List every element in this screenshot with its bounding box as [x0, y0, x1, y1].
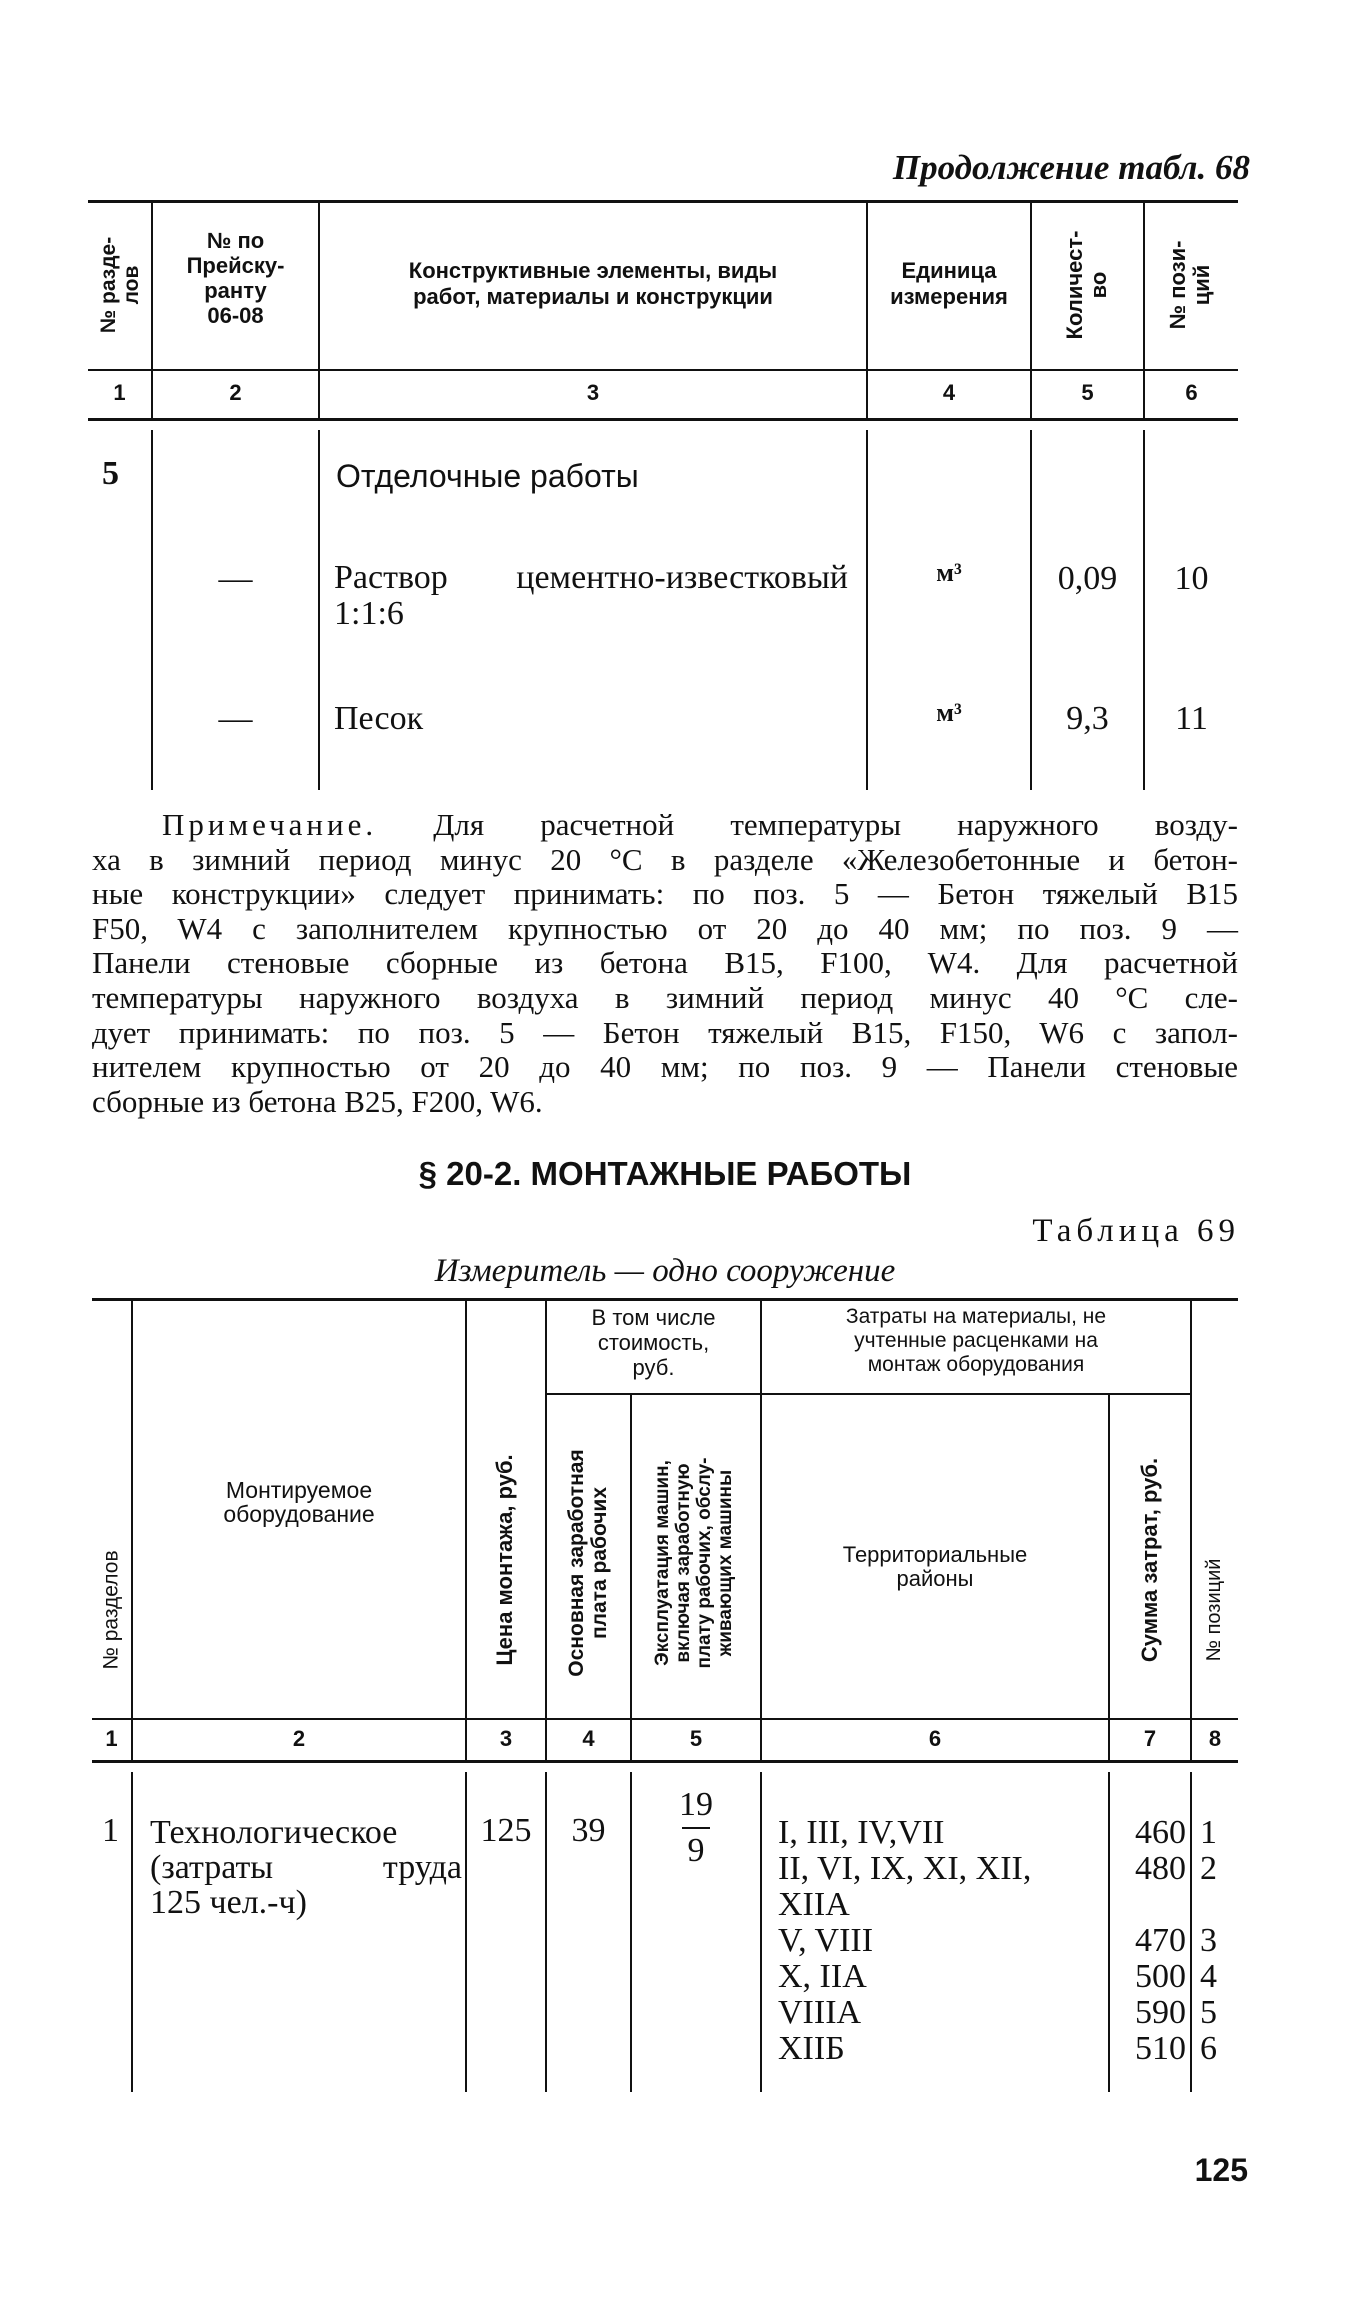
table69-group-rule	[545, 1393, 1190, 1395]
table69-vline	[465, 1298, 467, 1762]
continuation-caption: Продолжение табл. 68	[892, 148, 1250, 187]
table69-caption: Таблица 69	[1032, 1213, 1240, 1249]
table68-row-price-ref: —	[218, 700, 253, 737]
table68-header-position: № пози- ций	[1164, 240, 1214, 330]
table68-row-name: Отделочные работы	[336, 458, 639, 494]
table69-header-rule	[92, 1718, 1238, 1720]
table69-header-section: № разделов	[99, 1550, 123, 1670]
table68-header-unit: Единица измерения	[890, 258, 1008, 309]
fraction-bar	[682, 1827, 710, 1829]
table69-vline	[131, 1298, 133, 1762]
table69-vline	[1190, 1772, 1192, 2092]
table68-row-quantity: 0,09	[1057, 560, 1118, 597]
table68-colnum: 1	[113, 380, 126, 405]
table69-header-machines: Эксплуатация машин, включая заработную плату рабочих, обслу- живающих машины	[652, 1457, 736, 1669]
table68-header-elements: Конструктивные элементы, виды работ, материалы и конструкции	[408, 258, 778, 309]
table68-top-rule	[88, 200, 1238, 203]
note-label: Примечание.	[162, 807, 378, 842]
table69-row-price: 125	[480, 1812, 532, 1849]
table69-numbers-rule	[92, 1760, 1238, 1763]
table68-header-rule	[88, 369, 1238, 371]
note-line: ха в зимний период минус 20 °С в разделе «Железобетонные и бетон-	[92, 841, 1238, 877]
table69-header-price: Цена монтажа, руб.	[491, 1454, 517, 1666]
note-line: Панели стеновые сборные из бетона В15, F100, W4. Для расчетной	[92, 945, 1238, 981]
table69-position: 3	[1200, 1922, 1217, 1959]
note-line: F50, W4 с заполнителем крупностью от 20 до 40 мм; по поз. 9 —	[92, 910, 1238, 946]
machines-numerator: 19	[679, 1786, 713, 1823]
table69-row-section: 1	[102, 1812, 119, 1849]
table68-row-price-ref: —	[218, 560, 253, 597]
table69-row-equipment	[150, 1815, 462, 1920]
table69-sum: 590	[1135, 1994, 1186, 2031]
table68-row-name-text: Раствор цементно-известковый 1:1:6	[334, 559, 848, 632]
table68-numbers-rule	[88, 418, 1238, 421]
table69-row-wages: 39	[571, 1812, 606, 1849]
note-line	[92, 808, 1238, 843]
table68-colnum: 6	[1185, 380, 1198, 405]
table68-row-name	[334, 560, 848, 632]
table68-row-position: 11	[1175, 700, 1208, 737]
table69-position: 1	[1200, 1814, 1217, 1851]
table69-measure: Измеритель — одно сооружение	[434, 1253, 896, 1289]
table69-regions	[778, 1815, 1106, 2067]
region-item: II, VI, IX, XI, XII, XIIA	[778, 1850, 1032, 1923]
table69-row-machines	[632, 1786, 760, 1868]
table69-colnum: 5	[689, 1726, 703, 1751]
table69-position: 2	[1200, 1850, 1217, 1887]
table69-colnum: 2	[292, 1726, 306, 1751]
table69-sum: 500	[1135, 1958, 1186, 1995]
table68-header-section: № разде- лов	[96, 236, 143, 334]
note-line: нителем крупностью от 20 до 40 мм; по поз. 9 — Панели стеновые	[92, 1049, 1238, 1085]
table68-row-quantity: 9,3	[1066, 700, 1109, 737]
table69-top-rule	[92, 1298, 1238, 1301]
table68-colnum: 3	[586, 380, 600, 405]
table69-vline	[630, 1394, 632, 1762]
table69-vline	[1108, 1394, 1110, 1762]
table69-sum: 460	[1135, 1814, 1186, 1851]
table68-row-section: 5	[102, 455, 119, 492]
table68-row-unit: м³	[936, 698, 962, 727]
table68-colnum: 2	[229, 380, 242, 405]
table69-colnum: 4	[582, 1726, 595, 1751]
table68-vline	[318, 430, 320, 790]
table69-header-group-materials: Затраты на материалы, не учтенные расценками на монтаж оборудования	[845, 1305, 1107, 1376]
note-line: ные конструкции» следует принимать: по поз. 5 — Бетон тяжелый В15	[92, 876, 1238, 912]
region-item: V, VIII	[778, 1922, 874, 1959]
table69-position: 6	[1200, 2030, 1217, 2067]
table69-header-position: № позиций	[1203, 1558, 1225, 1662]
equipment-line: (затраты труда	[150, 1849, 462, 1886]
table69-header-sum: Сумма затрат, руб.	[1136, 1457, 1162, 1663]
region-item: I, III, IV,VII	[778, 1814, 945, 1851]
note-line: дует принимать: по поз. 5 — Бетон тяжелый В15, F150, W6 с запол-	[92, 1014, 1238, 1050]
note-line: сборные из бетона В25, F200, W6.	[92, 1083, 543, 1119]
table68-header-quantity: Количест- во	[1061, 230, 1111, 340]
table69-header-equipment: Монтируемое оборудование	[223, 1477, 375, 1527]
table68-row-name: Песок	[334, 700, 424, 737]
table68-colnum: 5	[1081, 380, 1094, 405]
note-text: Для расчетной температуры наружного возду-	[433, 807, 1238, 842]
table69-colnum: 3	[499, 1726, 513, 1751]
table68-colnum: 4	[942, 380, 956, 405]
table69-colnum: 6	[928, 1726, 942, 1751]
table69-colnum: 7	[1143, 1726, 1157, 1751]
table69-vline	[1190, 1298, 1192, 1762]
table68-vline	[866, 430, 868, 790]
table69-position: 4	[1200, 1958, 1217, 1995]
region-item: VIIIA	[778, 1994, 862, 2031]
table69-header-wages: Основная заработная плата рабочих	[564, 1449, 611, 1677]
region-item: X, IIA	[778, 1958, 867, 1995]
table69-colnum: 8	[1208, 1726, 1222, 1751]
table68-header-price-ref: № по Прейску- ранту 06-08	[186, 228, 285, 328]
page-number: 125	[1194, 2152, 1248, 2188]
machines-denominator: 9	[687, 1832, 705, 1869]
table69-vline	[131, 1772, 133, 2092]
equipment-line: Технологическое	[150, 1814, 398, 1851]
note-paragraph	[92, 808, 1238, 1119]
table69-sum: 480	[1135, 1850, 1186, 1887]
region-item: XIIБ	[778, 2030, 845, 2067]
section-heading: § 20-2. МОНТАЖНЫЕ РАБОТЫ	[418, 1155, 912, 1192]
table68-row-position: 10	[1174, 560, 1209, 597]
table69-header-group-cost: В том числе стоимость, руб.	[591, 1305, 716, 1380]
table68-row-unit: м³	[936, 558, 962, 587]
table69-sum: 510	[1135, 2030, 1186, 2067]
note-line: температуры наружного воздуха в зимний период минус 40 °С сле-	[92, 979, 1238, 1015]
equipment-line: 125 чел.-ч)	[150, 1884, 307, 1921]
table69-header-regions: Территориальные районы	[842, 1542, 1028, 1591]
table69-sum: 470	[1135, 1922, 1186, 1959]
table69-colnum: 1	[105, 1726, 118, 1751]
table69-vline	[760, 1772, 762, 2092]
table69-position: 5	[1200, 1994, 1217, 2031]
